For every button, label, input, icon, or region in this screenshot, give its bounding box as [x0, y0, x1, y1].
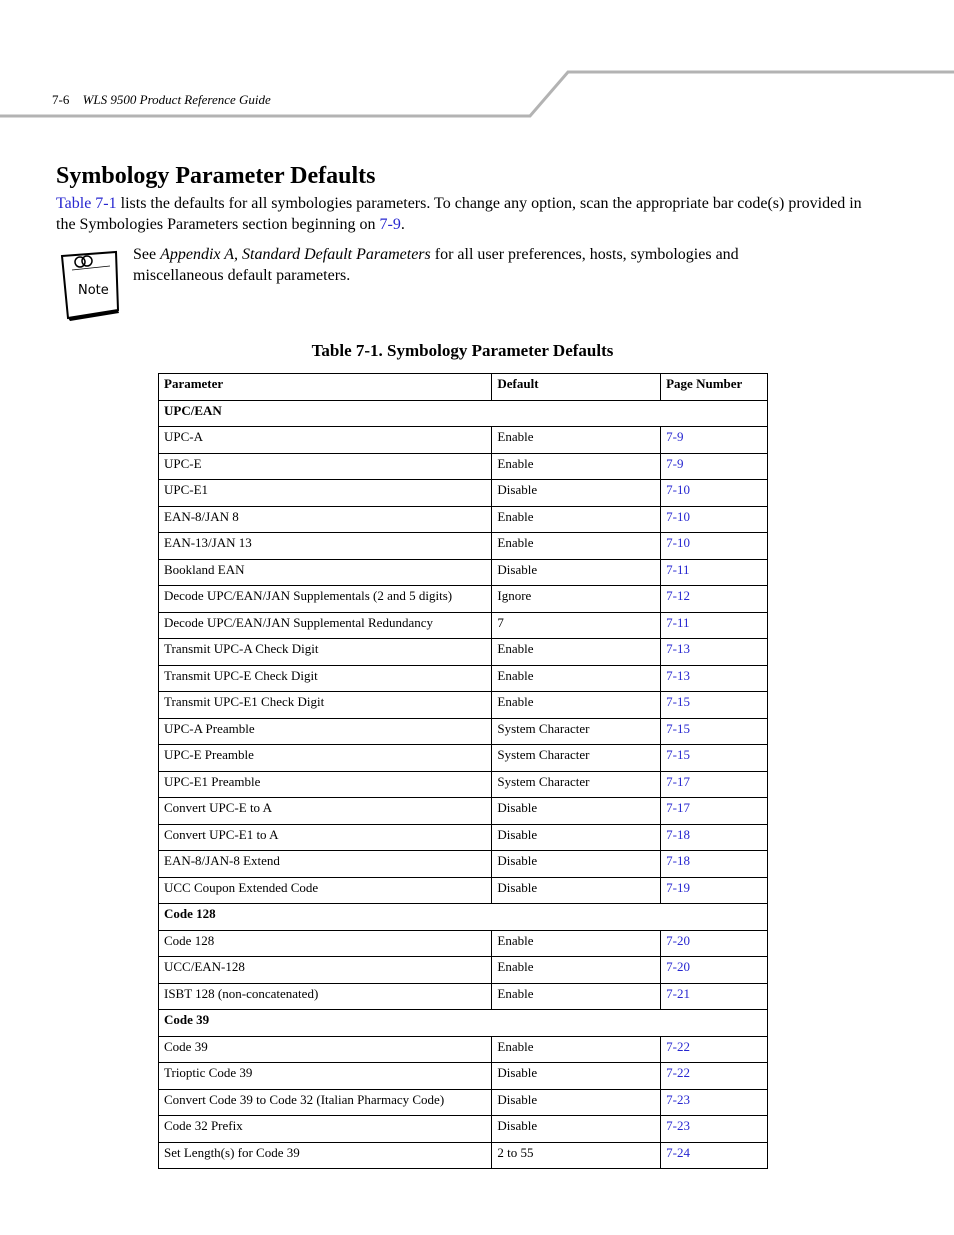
parameter-cell: ISBT 128 (non-concatenated) [159, 983, 492, 1010]
page-number-cell [661, 612, 768, 639]
table-row [159, 798, 768, 825]
page-ref-link[interactable]: 7-9 [379, 216, 401, 233]
parameter-cell: Bookland EAN [159, 559, 492, 586]
symbology-defaults-table [158, 373, 768, 1169]
table-row [159, 851, 768, 878]
note-text [133, 244, 833, 286]
page-number-link[interactable]: 7-13 [666, 667, 690, 683]
header-guide-title: WLS 9500 Product Reference Guide [82, 92, 271, 107]
table-row [159, 559, 768, 586]
table-row [159, 983, 768, 1010]
page-number-cell [661, 1036, 768, 1063]
default-cell: Disable [492, 480, 661, 507]
default-cell: Disable [492, 1089, 661, 1116]
page-number-cell [661, 771, 768, 798]
table-header-row [159, 374, 768, 401]
page-number-link[interactable]: 7-20 [666, 959, 690, 974]
default-cell: Enable [492, 639, 661, 666]
page-number-link[interactable]: 7-21 [666, 985, 690, 1001]
page-number-cell [661, 427, 768, 454]
note-text-2: for all user preferences, hosts, symbologies and miscellaneous default parameters. [133, 246, 739, 284]
page-number-link[interactable]: 7-19 [666, 879, 690, 895]
table-section-row [159, 904, 768, 931]
note-icon [58, 250, 122, 322]
table-row [159, 771, 768, 798]
page-number-link[interactable]: 7-10 [666, 508, 690, 524]
page-number-link[interactable]: 7-23 [666, 1091, 690, 1107]
page-number-link[interactable]: 7-24 [666, 1144, 690, 1160]
parameter-cell: Code 128 [159, 930, 492, 957]
page-number-cell [661, 824, 768, 851]
running-header [52, 92, 271, 108]
default-cell: Disable [492, 1116, 661, 1143]
parameter-cell: Set Length(s) for Code 39 [159, 1142, 492, 1169]
table-caption: Table 7-1. Symbology Parameter Defaults [311, 341, 614, 360]
appendix-reference: Appendix A, Standard Default Parameters [160, 246, 431, 263]
page-number-link[interactable]: 7-9 [666, 429, 684, 444]
table-section-row [159, 400, 768, 427]
default-cell: Enable [492, 453, 661, 480]
table-ref-link[interactable]: Table 7-1 [56, 195, 117, 212]
column-header-page-number: Page Number [661, 374, 768, 401]
page-number-link[interactable]: 7-17 [666, 800, 690, 815]
parameter-cell: Code 32 Prefix [159, 1116, 492, 1143]
page-number-link[interactable]: 7-18 [666, 826, 690, 842]
default-cell: Enable [492, 665, 661, 692]
page-number-link[interactable]: 7-15 [666, 694, 690, 709]
table-row [159, 745, 768, 772]
parameter-cell: Transmit UPC-E1 Check Digit [159, 692, 492, 719]
intro-text-2: . [400, 216, 405, 233]
section-label: Code 39 [159, 1010, 768, 1037]
page-number-link[interactable]: 7-9 [666, 455, 684, 471]
parameter-cell: UCC/EAN-128 [159, 957, 492, 984]
table-row [159, 427, 768, 454]
page-number-cell [661, 930, 768, 957]
page-number-link[interactable]: 7-17 [666, 773, 690, 789]
parameter-cell: UPC-A [159, 427, 492, 454]
parameter-cell: UPC-E1 [159, 480, 492, 507]
table-row [159, 930, 768, 957]
default-cell: Disable [492, 559, 661, 586]
default-cell: Enable [492, 692, 661, 719]
default-cell: Disable [492, 851, 661, 878]
table-row [159, 639, 768, 666]
table-row [159, 824, 768, 851]
parameter-cell: UPC-E Preamble [159, 745, 492, 772]
parameter-cell: EAN-13/JAN 13 [159, 533, 492, 560]
default-cell: Disable [492, 798, 661, 825]
default-cell: Disable [492, 877, 661, 904]
parameter-cell: UPC-E1 Preamble [159, 771, 492, 798]
parameter-cell: Convert UPC-E1 to A [159, 824, 492, 851]
default-cell: Enable [492, 957, 661, 984]
note-icon-label: Note [78, 283, 109, 298]
table-row [159, 692, 768, 719]
page-number-cell [661, 1142, 768, 1169]
default-cell: Ignore [492, 586, 661, 613]
page-number-cell [661, 559, 768, 586]
default-cell: Enable [492, 930, 661, 957]
parameter-cell: UPC-A Preamble [159, 718, 492, 745]
page-number-cell [661, 639, 768, 666]
page-number-cell [661, 453, 768, 480]
table-row [159, 957, 768, 984]
table-row [159, 1142, 768, 1169]
page-number-cell [661, 1089, 768, 1116]
table-row [159, 1036, 768, 1063]
page-number-link[interactable]: 7-23 [666, 1118, 690, 1133]
parameter-cell: EAN-8/JAN 8 [159, 506, 492, 533]
table-row [159, 1089, 768, 1116]
page-number-cell [661, 877, 768, 904]
default-cell: 7 [492, 612, 661, 639]
intro-paragraph [56, 193, 876, 235]
table-row [159, 612, 768, 639]
note-text-1: See [133, 246, 161, 263]
table-row [159, 533, 768, 560]
default-cell: Enable [492, 427, 661, 454]
page-number-link[interactable]: 7-10 [666, 482, 690, 497]
page-number-link[interactable]: 7-11 [666, 614, 690, 630]
page-number-cell [661, 798, 768, 825]
page-number-cell [661, 745, 768, 772]
default-cell: System Character [492, 718, 661, 745]
page-number-cell [661, 1063, 768, 1090]
page-number-link[interactable]: 7-18 [666, 853, 690, 868]
table-row [159, 453, 768, 480]
default-cell: System Character [492, 771, 661, 798]
default-cell: Disable [492, 1063, 661, 1090]
table-row [159, 480, 768, 507]
section-label: Code 128 [159, 904, 768, 931]
page-number-link[interactable]: 7-15 [666, 747, 690, 762]
page-number-cell [661, 533, 768, 560]
parameter-cell: Transmit UPC-A Check Digit [159, 639, 492, 666]
parameter-cell: Decode UPC/EAN/JAN Supplemental Redundancy [159, 612, 492, 639]
page-number-cell [661, 480, 768, 507]
page-number-link[interactable]: 7-22 [666, 1038, 690, 1054]
table-row [159, 877, 768, 904]
page-number-cell [661, 851, 768, 878]
column-header-default: Default [492, 374, 661, 401]
parameter-cell: Trioptic Code 39 [159, 1063, 492, 1090]
default-cell: Enable [492, 506, 661, 533]
page-number-link[interactable]: 7-12 [666, 588, 690, 603]
page-number-cell [661, 665, 768, 692]
section-label: UPC/EAN [159, 400, 768, 427]
page-number-cell [661, 957, 768, 984]
column-header-parameter: Parameter [159, 374, 492, 401]
page-number-cell [661, 1116, 768, 1143]
default-cell: Disable [492, 824, 661, 851]
default-cell: Enable [492, 1036, 661, 1063]
table-row [159, 665, 768, 692]
page-number-cell [661, 506, 768, 533]
page-number-cell [661, 692, 768, 719]
table-section-row [159, 1010, 768, 1037]
page-number-link[interactable]: 7-15 [666, 720, 690, 736]
default-cell: 2 to 55 [492, 1142, 661, 1169]
default-cell: Enable [492, 533, 661, 560]
parameter-cell: EAN-8/JAN-8 Extend [159, 851, 492, 878]
page-number-link[interactable]: 7-13 [666, 641, 690, 656]
table-row [159, 586, 768, 613]
page-number-link[interactable]: 7-11 [666, 561, 690, 577]
parameter-cell: Convert Code 39 to Code 32 (Italian Pharmacy Code) [159, 1089, 492, 1116]
page-number-cell [661, 983, 768, 1010]
page-number-cell [661, 586, 768, 613]
page-number-link[interactable]: 7-20 [666, 932, 690, 948]
page-number-link[interactable]: 7-22 [666, 1065, 690, 1080]
default-cell: Enable [492, 983, 661, 1010]
page-number-cell [661, 718, 768, 745]
header-page-number: 7-6 [52, 92, 70, 107]
parameter-cell: Convert UPC-E to A [159, 798, 492, 825]
table-row [159, 506, 768, 533]
parameter-cell: Decode UPC/EAN/JAN Supplementals (2 and 5 digits) [159, 586, 492, 613]
default-cell: System Character [492, 745, 661, 772]
intro-text-1: lists the defaults for all symbologies parameters. To change any option, scan the appropriate bar code(s) provided in the Symbologies Parameters section beginning on [56, 195, 862, 233]
parameter-cell: Transmit UPC-E Check Digit [159, 665, 492, 692]
table-body [159, 400, 768, 1169]
table-row [159, 718, 768, 745]
parameter-cell: UCC Coupon Extended Code [159, 877, 492, 904]
section-title: Symbology Parameter Defaults [56, 163, 376, 189]
parameter-cell: UPC-E [159, 453, 492, 480]
parameter-cell: Code 39 [159, 1036, 492, 1063]
table-row [159, 1063, 768, 1090]
table-row [159, 1116, 768, 1143]
page-number-link[interactable]: 7-10 [666, 535, 690, 550]
